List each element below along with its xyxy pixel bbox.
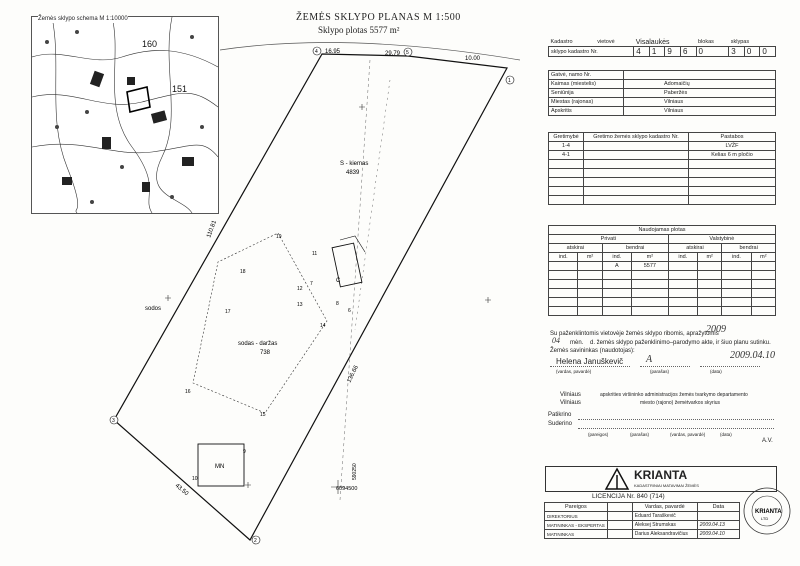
corner-label: 4 bbox=[315, 49, 318, 55]
text-value: 2009.04.10 bbox=[697, 530, 739, 539]
text-value: Vilniaus bbox=[624, 107, 776, 116]
dim-label: 29.79 bbox=[385, 51, 401, 57]
text-value: (pareigos) bbox=[588, 432, 609, 437]
corner-label: 2 bbox=[254, 538, 257, 544]
signoff-line1: Su paženklintomis vietovėje žemės sklypo ribomis, apražytomis bbox=[550, 331, 719, 337]
text-value: sklypas bbox=[730, 39, 750, 45]
svg-text:151: 151 bbox=[172, 84, 188, 94]
coord-y: 6094500 bbox=[336, 486, 358, 492]
yard-label: S - kiemas bbox=[340, 161, 369, 167]
approval-l2: Vilniaus bbox=[560, 400, 581, 406]
text-value: Aleksej Strumskas bbox=[632, 521, 697, 530]
krianta-logo-icon bbox=[602, 467, 632, 491]
text-value: Data bbox=[697, 503, 739, 512]
text-value: 8 bbox=[336, 301, 339, 307]
address-label: Kaimas (miestelis) bbox=[549, 80, 624, 89]
text-value: 7 bbox=[310, 281, 313, 287]
text-value: 10 bbox=[192, 476, 198, 482]
staff-table bbox=[544, 502, 740, 539]
text-value: 1 bbox=[649, 47, 665, 57]
text-value: ind. bbox=[668, 253, 697, 262]
text-value: 16 bbox=[185, 389, 191, 395]
text-value: m² bbox=[698, 253, 722, 262]
text-value: 3 bbox=[729, 47, 745, 57]
company-stamp bbox=[742, 486, 792, 536]
coord-x: 590250 bbox=[352, 463, 358, 480]
svg-text:160: 160 bbox=[142, 39, 158, 49]
kadastro-table bbox=[548, 38, 776, 57]
text-value: 6 bbox=[680, 47, 696, 57]
text-value: 12 bbox=[297, 286, 303, 292]
dim-label: 110.81 bbox=[206, 219, 219, 239]
approval-l2b: miesto (rajono) žemėtvarkos skyrius bbox=[640, 400, 721, 406]
dim-label: 16.95 bbox=[325, 49, 341, 55]
corner-label: 5 bbox=[406, 50, 409, 56]
caption-name: (vardas, pavardė) bbox=[556, 369, 592, 374]
text-value: vietovė bbox=[597, 39, 615, 45]
dim-label: 136.66 bbox=[346, 364, 360, 384]
building-c-label: C bbox=[336, 278, 341, 284]
text-value: Paberžės bbox=[624, 89, 776, 98]
text-value bbox=[584, 151, 689, 160]
approval-l1: Vilniaus bbox=[560, 392, 581, 398]
text-value: Kelias 6 m pločio bbox=[689, 151, 776, 160]
text-value: 0 bbox=[744, 47, 760, 57]
text-value: MATININKAS - EKSPERTAS bbox=[545, 521, 608, 530]
company-license: LICENCIJA Nr. 840 (714) bbox=[592, 493, 665, 500]
company-tag: KADASTRINIAI MATAVIMAI ŽEMĖS bbox=[634, 483, 699, 488]
company-name: KRIANTA bbox=[634, 468, 688, 482]
text-value: 13 bbox=[297, 302, 303, 308]
owner-sign: A bbox=[646, 354, 653, 365]
plan-area: Sklypo plotas 5577 m² bbox=[318, 25, 400, 35]
text-value: Adomaičių bbox=[624, 80, 776, 89]
garden-area: 738 bbox=[260, 350, 271, 356]
text-value: Gretimybė bbox=[549, 133, 584, 142]
address-label: Apskritis bbox=[549, 107, 624, 116]
text-value: DIREKTORIUS bbox=[545, 512, 608, 521]
text-value: Gretimo žemės sklypo kadastro Nr. bbox=[584, 133, 689, 142]
text-value: LTD bbox=[761, 516, 769, 521]
text-value: 14 bbox=[320, 323, 326, 329]
corner-label: 3 bbox=[112, 418, 115, 424]
text-value: Naudojamas plotas bbox=[549, 226, 776, 235]
text-value: blokas bbox=[698, 39, 714, 45]
signoff-month: 04 bbox=[552, 336, 560, 345]
neighbours-table bbox=[548, 132, 776, 205]
text-value: 2009.04.13 bbox=[697, 521, 739, 530]
text-value: m² bbox=[751, 253, 775, 262]
text-value: (data) bbox=[720, 432, 732, 437]
text-value bbox=[584, 142, 689, 151]
text-value: Privati bbox=[549, 235, 669, 244]
address-table bbox=[548, 70, 776, 116]
text-value: MATININKAS bbox=[545, 530, 608, 539]
text-value: ind. bbox=[602, 253, 631, 262]
text-value: m² bbox=[578, 253, 602, 262]
inset-map-caption: Žemės sklypo schema M 1:10000 bbox=[38, 16, 128, 22]
text-value: A bbox=[602, 262, 631, 271]
owner-name: Helena Januškevič bbox=[556, 357, 624, 366]
address-label: Seniūnija bbox=[549, 89, 624, 98]
usage-table bbox=[548, 225, 776, 316]
text-value: m² bbox=[632, 253, 669, 262]
text-value: Eduard Taraškevič bbox=[632, 512, 697, 521]
caption-sign: (parašas) bbox=[650, 369, 670, 374]
text-value: KRIANTA bbox=[755, 509, 782, 515]
text-value: ind. bbox=[549, 253, 578, 262]
text-value: 9 bbox=[243, 449, 246, 455]
text-value: 17 bbox=[225, 309, 231, 315]
text-value: 5577 bbox=[632, 262, 669, 271]
owner-date: 2009.04.10 bbox=[730, 350, 775, 361]
text-value bbox=[697, 512, 739, 521]
text-value: bendrai bbox=[722, 244, 776, 253]
text-value bbox=[624, 71, 776, 80]
text-value: atskirai bbox=[668, 244, 722, 253]
caption-date: (data) bbox=[710, 369, 722, 374]
signoff-line3: d. žemės sklypo paženklinimo–parodymo akte, ir šiuo planu sutinku. bbox=[590, 340, 771, 346]
text-value: Vilniaus bbox=[624, 98, 776, 107]
address-label: Gatvė, namo Nr. bbox=[549, 71, 624, 80]
yard-area: 4839 bbox=[346, 170, 360, 176]
av-mark: A.V. bbox=[762, 438, 773, 444]
garden-label: sodas - daržas bbox=[238, 341, 278, 347]
text-value: 0 bbox=[696, 47, 729, 57]
signoff-line4: Žemės savininkas (naudotojas): bbox=[550, 348, 635, 354]
text-value: Valstybinė bbox=[668, 235, 775, 244]
text-value: 15 bbox=[260, 412, 266, 418]
text-value: Pastabos bbox=[689, 133, 776, 142]
text-value: 19 bbox=[276, 234, 282, 240]
text-value: atskirai bbox=[549, 244, 603, 253]
signoff-line2-label: mėn. bbox=[570, 340, 584, 346]
text-value: 4-1 bbox=[549, 151, 584, 160]
approval-p2: Suderino bbox=[548, 421, 573, 427]
text-value: sklypo kadastro Nr. bbox=[549, 47, 634, 57]
text-value: 9 bbox=[665, 47, 681, 57]
text-value: 18 bbox=[240, 269, 246, 275]
text-value: Pareigos bbox=[545, 503, 608, 512]
text-value: 1-4 bbox=[549, 142, 584, 151]
text-value: 11 bbox=[312, 251, 318, 257]
address-label: Miestas (rajonas) bbox=[549, 98, 624, 107]
text-value: (vardas, pavardė) bbox=[670, 432, 706, 437]
dim-label: 43.50 bbox=[173, 482, 190, 498]
text-value: 0 bbox=[760, 47, 776, 57]
approval-l1b: apskrities viršininko administracijos žemės tvarkymo departamento bbox=[600, 392, 748, 398]
approval-p1: Patikrino bbox=[548, 412, 572, 418]
orchard-label: sodos bbox=[145, 306, 162, 312]
signoff-year: 2009 bbox=[706, 324, 726, 335]
building-mn-label: MN bbox=[215, 464, 225, 470]
text-value: bendrai bbox=[602, 244, 668, 253]
text-value: ind. bbox=[722, 253, 751, 262]
text-value: Darius Aleksandravičius bbox=[632, 530, 697, 539]
text-value: Visalaukės bbox=[634, 38, 696, 47]
text-value: Vardas, pavardė bbox=[632, 503, 697, 512]
text-value: 6 bbox=[348, 308, 351, 314]
text-value: 4 bbox=[634, 47, 650, 57]
text-value: LVŽF bbox=[689, 142, 776, 151]
plan-title: ŽEMĖS SKLYPO PLANAS M 1:500 bbox=[296, 12, 461, 23]
plot-plan bbox=[100, 40, 520, 550]
dim-label: 10.00 bbox=[465, 56, 481, 62]
text-value: Kadastro bbox=[550, 39, 573, 45]
text-value: (parašas) bbox=[630, 432, 650, 437]
corner-label: 1 bbox=[508, 78, 511, 84]
